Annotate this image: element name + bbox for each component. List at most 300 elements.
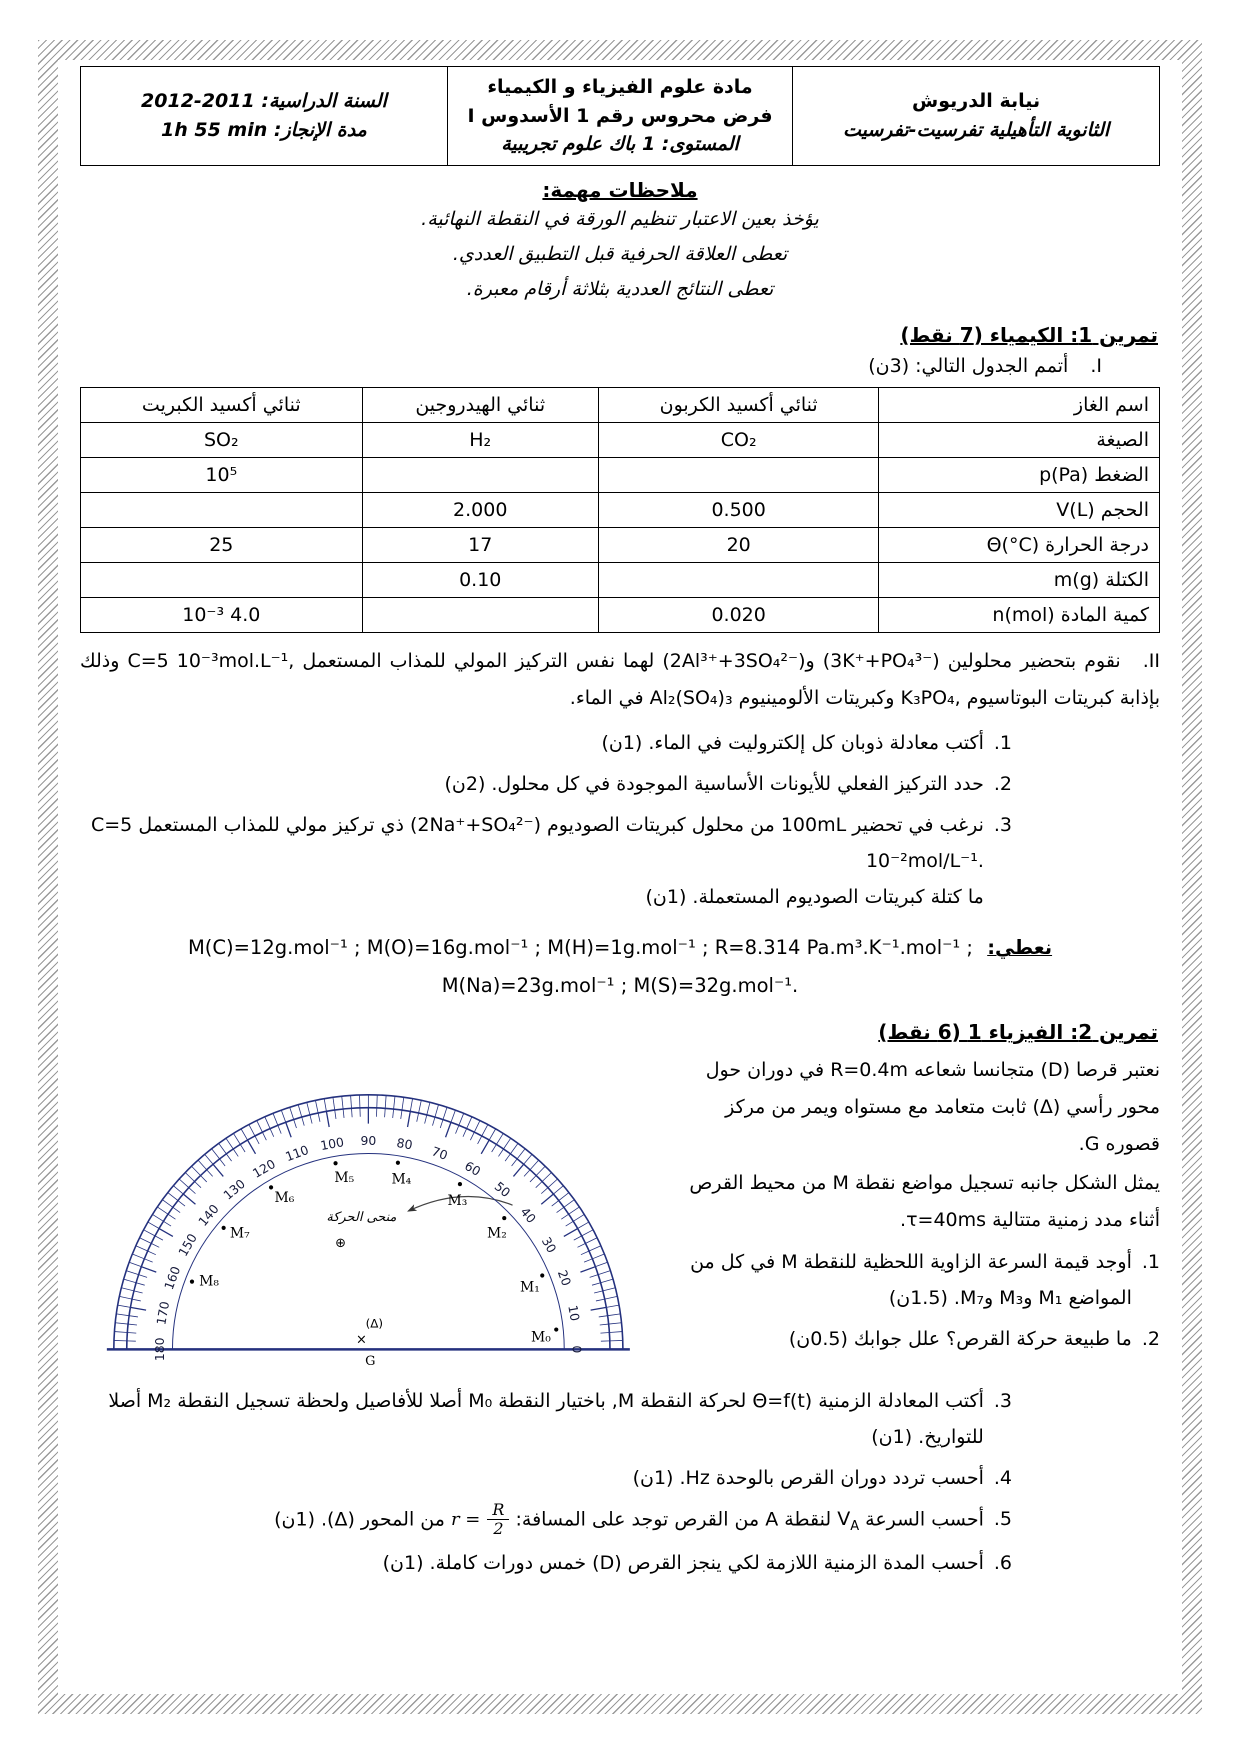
question-text: أكتب المعادلة الزمنية Θ=f(t) لحركة النقطة M, باختيار النقطة M₀ أصلا للأفاصيل ولحظة تسجيل النقطة M₂ أصلا للتواريخ. (1ن) <box>108 1389 984 1448</box>
rim-hatch-tick <box>162 1199 172 1207</box>
rim-hatch-tick <box>608 1313 621 1315</box>
m-point-dot <box>540 1273 544 1277</box>
q5-text: أحسب السرعة <box>865 1508 984 1531</box>
exercise1-question-1 <box>80 725 1160 761</box>
degree-tick <box>456 1125 459 1133</box>
degree-tick <box>132 1299 141 1301</box>
radius-fraction-formula <box>451 1501 509 1539</box>
rim-hatch-tick <box>212 1148 220 1158</box>
rim-hatch-tick <box>273 1113 278 1125</box>
degree-tick <box>128 1324 137 1325</box>
m-point-dot <box>458 1182 462 1186</box>
degree-tick <box>574 1235 582 1239</box>
note-item: تعطى النتائج العددية بثلاثة أرقام معبرة. <box>466 277 774 300</box>
rim-hatch-tick <box>185 1172 194 1181</box>
level-line: المستوى: 1 باك علوم تجريبية <box>501 133 739 155</box>
exercise2-question-3 <box>80 1383 1160 1455</box>
row-label-amount: كمية المادة n(mol) <box>879 597 1160 632</box>
degree-tick <box>178 1200 185 1206</box>
part2-text: في الماء. <box>569 686 644 709</box>
degree-tick <box>481 1140 489 1154</box>
row-label-pressure: الضغط p(Pa) <box>879 457 1160 492</box>
q3-volume: 100mL <box>780 814 847 837</box>
q3-text: ذي تركيز مولي للمذاب المستعمل <box>138 814 404 837</box>
q3-text: نرغب في تحضير <box>852 814 984 837</box>
cell-temperature-1: 20 <box>598 527 879 562</box>
cell-formula-3: SO₂ <box>81 422 363 457</box>
degree-tick <box>159 1228 173 1236</box>
degree-tick <box>163 1221 171 1226</box>
degree-tick <box>141 1266 156 1271</box>
degree-label: 120 <box>249 1155 278 1181</box>
degree-tick <box>393 1109 394 1118</box>
degree-tick <box>470 1132 474 1140</box>
degree-tick <box>318 1113 320 1122</box>
rim-hatch-tick <box>265 1116 270 1128</box>
given-label: نعطي: <box>987 936 1053 960</box>
decorative-border <box>38 40 1202 1714</box>
degree-tick <box>446 1122 451 1137</box>
gas-header-co2: ثنائي أكسيد الكربون <box>598 387 879 422</box>
school-name: الثانوية التأهيلية تفرسيت-تفرسيت <box>842 118 1110 141</box>
degree-tick <box>581 1251 589 1255</box>
cell-volume-2: 2.000 <box>362 492 598 527</box>
rim-hatch-tick <box>144 1229 155 1235</box>
formula-potassium-ions: (3K⁺+PO₄³⁻) <box>822 649 940 672</box>
degree-label: 130 <box>220 1175 249 1203</box>
degree-label: 180 <box>152 1337 168 1361</box>
q3-line2: ما كتلة كبريتات الصوديوم المستعملة. (1ن) <box>645 886 984 909</box>
rim-hatch-tick <box>114 1331 127 1332</box>
rim-hatch-tick <box>307 1102 310 1115</box>
degree-label: 20 <box>554 1267 575 1288</box>
degree-tick <box>566 1221 574 1226</box>
rim-hatch-tick <box>595 1262 607 1266</box>
degree-label: 150 <box>175 1230 200 1259</box>
degree-tick <box>425 1114 427 1123</box>
degree-tick <box>139 1274 148 1277</box>
rim-hatch-tick <box>132 1254 144 1259</box>
formula-al2so43: Al₂(SO₄)₃ <box>649 686 733 709</box>
degree-tick <box>213 1164 223 1176</box>
rim-hatch-tick <box>586 1237 598 1243</box>
rim-hatch-tick <box>257 1120 263 1132</box>
row-label-volume: الحجم V(L) <box>879 492 1160 527</box>
degree-tick <box>417 1113 419 1122</box>
question-number: 1. <box>1141 1250 1160 1273</box>
degree-tick <box>577 1243 585 1247</box>
exercise2-question-1 <box>669 1244 1160 1316</box>
rim-hatch-tick <box>474 1120 480 1132</box>
formula-concentration-2: C=5 10⁻²mol/L⁻¹. <box>90 814 984 873</box>
gas-table-corner: اسم الغاز <box>879 387 1160 422</box>
degree-tick <box>561 1214 568 1219</box>
degree-label: 30 <box>538 1233 560 1256</box>
rim-hatch-tick <box>173 1185 183 1193</box>
rim-hatch-tick <box>290 1107 294 1119</box>
part1-text: أتمم الجدول التالي: (3ن) <box>868 354 1069 377</box>
rim-hatch-tick <box>524 1154 532 1164</box>
part2-text: وذلك بإذابة كبريتات البوتاسيوم <box>80 649 1160 709</box>
degree-tick <box>385 1108 386 1117</box>
degree-tick <box>195 1181 201 1187</box>
degree-tick <box>564 1228 578 1236</box>
rim-hatch-tick <box>503 1138 510 1149</box>
rim-hatch-tick <box>553 1185 563 1193</box>
m-point-label: M₅ <box>334 1169 355 1186</box>
exercise1-title: تمرين 1: الكيمياء (7 نقط) <box>900 322 1158 347</box>
rim-hatch-tick <box>226 1138 233 1149</box>
degree-tick <box>557 1207 564 1212</box>
rim-hatch-tick <box>601 1279 613 1283</box>
degree-tick <box>130 1307 146 1310</box>
degree-label: 90 <box>360 1132 377 1148</box>
cell-pressure-3: 10⁵ <box>81 457 363 492</box>
rim-hatch-tick <box>205 1154 213 1164</box>
table-row <box>81 387 1160 422</box>
exercise1-question-2 <box>80 766 1160 802</box>
m-point-label: M₁ <box>519 1278 540 1295</box>
rim-hatch-tick <box>351 1095 352 1108</box>
m-point-dot <box>190 1279 194 1283</box>
degree-tick <box>233 1149 238 1156</box>
degree-label: 10 <box>565 1303 583 1322</box>
rim-hatch-tick <box>489 1128 495 1139</box>
header-info-cell <box>81 67 448 166</box>
degree-tick <box>580 1266 595 1271</box>
rim-hatch-tick <box>281 1110 285 1122</box>
m-point-label: M₀ <box>531 1328 551 1345</box>
rim-hatch-tick <box>482 1124 488 1135</box>
degree-tick <box>512 1159 518 1166</box>
cell-temperature-3: 25 <box>81 527 363 562</box>
rim-hatch-tick <box>419 1100 422 1113</box>
degree-tick <box>255 1136 259 1144</box>
exercise2-body <box>80 1052 1160 1378</box>
degree-label: 140 <box>195 1200 222 1229</box>
degree-tick <box>594 1290 603 1292</box>
rim-hatch-tick <box>578 1222 589 1228</box>
rim-hatch-tick <box>219 1143 227 1153</box>
degree-tick <box>552 1200 559 1206</box>
row-label-formula: الصيغة <box>879 422 1160 457</box>
degree-label: 40 <box>517 1203 540 1226</box>
degree-label: 70 <box>429 1142 450 1163</box>
degree-tick <box>478 1136 482 1144</box>
rim-hatch-tick <box>342 1096 343 1109</box>
degree-label: 0 <box>569 1344 585 1353</box>
rim-hatch-tick <box>427 1102 430 1115</box>
part2-text: وكبريتات الألومينيوم <box>738 686 895 709</box>
rim-hatch-tick <box>589 1245 601 1250</box>
degree-tick <box>343 1109 344 1118</box>
header-subject-cell <box>447 67 792 166</box>
part2-marker: II. <box>1142 649 1160 672</box>
school-year-line <box>91 87 437 116</box>
exercise2-intro2: يمثل الشكل جانبه تسجيل مواضع نقطة M من محيط القرص أثناء مدد زمنية متتالية τ=40ms. <box>689 1171 1160 1231</box>
exercise2-intro1: نعتبر قرصا (D) متجانسا شعاعه R=0.4m في دوران حول محور رأسي (Δ) ثابت متعامد مع مستواه ويمر من مركز قصوره G. <box>705 1058 1160 1155</box>
degree-tick <box>155 1235 163 1239</box>
degree-label: 160 <box>161 1263 184 1292</box>
question-text <box>80 1501 984 1540</box>
formula-k3po4: K₃PO₄, <box>900 686 961 709</box>
degree-tick <box>592 1282 601 1284</box>
m-point-label: M₈ <box>199 1273 220 1290</box>
rim-hatch-tick <box>298 1104 302 1116</box>
given-values-line2: M(Na)=23g.mol⁻¹ ; M(S)=32g.mol⁻¹. <box>441 973 799 997</box>
degree-tick <box>401 1110 402 1119</box>
degree-tick <box>286 1122 291 1137</box>
degree-tick <box>352 1108 353 1117</box>
m-point-dot <box>502 1216 506 1220</box>
table-row <box>81 492 1160 527</box>
rim-hatch-tick <box>559 1192 569 1200</box>
degree-tick <box>220 1159 226 1166</box>
q3-text: من محلول كبريتات الصوديوم <box>547 814 775 837</box>
rim-hatch-tick <box>402 1097 404 1110</box>
degree-tick <box>584 1258 592 1261</box>
rim-hatch-tick <box>315 1100 318 1113</box>
degree-tick <box>541 1187 548 1193</box>
degree-tick <box>600 1324 609 1325</box>
notes-title: ملاحظات مهمة: <box>542 177 698 202</box>
fraction <box>487 1501 509 1539</box>
note-item: يؤخذ بعين الاعتبار تنظيم الورقة في النقطة النهائية. <box>421 207 819 230</box>
rim-hatch-tick <box>249 1124 255 1135</box>
part2-text: لهما نفس التركيز المولي للمذاب المستعمل <box>302 649 655 672</box>
center-label: G <box>365 1353 376 1369</box>
rim-hatch-tick <box>451 1110 455 1122</box>
row-label-mass: الكتلة m(g) <box>879 562 1160 597</box>
cell-volume-3 <box>81 492 363 527</box>
rim-hatch-tick <box>126 1270 138 1274</box>
exercise2-text-column <box>669 1052 1160 1363</box>
rim-hatch-tick <box>324 1098 326 1111</box>
cell-temperature-2: 17 <box>362 527 598 562</box>
cell-pressure-2 <box>362 457 598 492</box>
m-point-dot <box>554 1327 558 1331</box>
cell-formula-2: H₂ <box>362 422 598 457</box>
cell-mass-1 <box>598 562 879 597</box>
rim-hatch-tick <box>609 1322 622 1323</box>
degree-tick <box>148 1251 156 1255</box>
degree-tick <box>505 1153 510 1160</box>
degree-tick <box>136 1282 145 1284</box>
rim-hatch-tick <box>536 1166 545 1175</box>
rim-hatch-tick <box>510 1143 518 1153</box>
exercise1-part1 <box>80 355 1102 377</box>
m-point-dot <box>333 1161 337 1165</box>
rim-hatch-tick <box>118 1305 131 1307</box>
degree-tick <box>278 1125 281 1133</box>
cell-volume-1: 0.500 <box>598 492 879 527</box>
part1-marker: I. <box>1090 354 1102 377</box>
rim-hatch-tick <box>592 1254 604 1259</box>
m-point-label: M₇ <box>229 1225 250 1242</box>
gas-header-h2: ثنائي الهيدروجين <box>362 387 598 422</box>
degree-tick <box>144 1258 152 1261</box>
degree-tick <box>590 1274 599 1277</box>
rim-hatch-tick <box>496 1133 503 1144</box>
m-point-dot <box>269 1185 273 1189</box>
year-label: السنة الدراسية: <box>261 90 387 113</box>
degree-tick <box>248 1140 256 1154</box>
speed-letter: V <box>837 1508 851 1531</box>
degree-tick <box>294 1119 297 1128</box>
degree-tick <box>599 1315 608 1316</box>
exercise2-question-5 <box>80 1501 1160 1540</box>
degree-tick <box>536 1181 542 1187</box>
exercise2-title: تمرين 2: الفيزياء 1 (6 نقط) <box>878 1019 1158 1044</box>
rim-hatch-tick <box>116 1313 129 1315</box>
question-number: 2. <box>993 773 1012 796</box>
degree-tick <box>492 1144 497 1152</box>
rim-hatch-tick <box>124 1279 136 1283</box>
subject-title: مادة علوم الفيزياء و الكيمياء <box>487 76 753 98</box>
cell-formula-1: CO₂ <box>598 422 879 457</box>
header-school-cell <box>793 67 1160 166</box>
important-notes <box>80 178 1160 307</box>
q5-text: من المحور (Δ). (1ن) <box>274 1508 445 1531</box>
exercise1-question-3 <box>80 807 1160 915</box>
page-content <box>58 60 1182 1694</box>
exam-title: فرض محروس رقم 1 الأسدوس I <box>467 104 773 127</box>
rim-hatch-tick <box>443 1107 447 1119</box>
figure-container <box>80 1052 657 1378</box>
rim-hatch-tick <box>136 1245 148 1250</box>
degree-tick <box>440 1119 443 1128</box>
exercise2-question-6 <box>80 1545 1160 1581</box>
degree-tick <box>207 1169 213 1176</box>
rim-hatch-tick <box>609 1331 622 1332</box>
rim-hatch-tick <box>467 1116 472 1128</box>
degree-tick <box>513 1164 523 1176</box>
degree-tick <box>596 1299 605 1301</box>
degree-tick <box>183 1194 195 1204</box>
given-data <box>80 929 1160 1003</box>
rim-hatch-tick <box>129 1262 141 1266</box>
question-number: 4. <box>993 1466 1012 1489</box>
duration-value: 1h 55 min <box>161 118 268 141</box>
degree-tick <box>335 1110 336 1119</box>
degree-tick <box>201 1175 207 1181</box>
rim-hatch-tick <box>605 1296 618 1299</box>
question-text: أحسب المدة الزمنية اللازمة لكي ينجز القرص (D) خمس دورات كاملة. (1ن) <box>382 1551 984 1574</box>
degree-tick <box>541 1194 553 1204</box>
formula-concentration-1: C=5 10⁻³mol.L⁻¹, <box>127 649 295 672</box>
rim-hatch-tick <box>582 1229 593 1235</box>
rim-hatch-tick <box>233 1133 240 1144</box>
m-point-label: M₃ <box>447 1192 468 1209</box>
rim-hatch-tick <box>168 1192 178 1200</box>
fraction-lhs: r = <box>450 1508 481 1530</box>
rim-hatch-tick <box>573 1214 584 1221</box>
degree-label: 60 <box>462 1157 484 1179</box>
degree-tick <box>326 1111 329 1127</box>
degree-tick <box>270 1128 274 1136</box>
degree-tick <box>226 1153 231 1160</box>
question-number: 3. <box>993 814 1012 837</box>
question-number: 6. <box>993 1551 1012 1574</box>
degree-tick <box>524 1169 530 1176</box>
table-row <box>81 422 1160 457</box>
duration-line <box>91 116 437 145</box>
rim-hatch-tick <box>179 1179 189 1188</box>
rim-hatch-tick <box>121 1287 134 1290</box>
speed-subscript: A <box>850 1519 860 1535</box>
rim-hatch-tick <box>435 1104 439 1116</box>
rotation-plus-icon: ⊕ <box>335 1235 346 1251</box>
rim-hatch-tick <box>606 1305 619 1307</box>
rim-hatch-tick <box>548 1179 558 1188</box>
rim-hatch-tick <box>119 1296 132 1299</box>
direction-label: منحى الحركة <box>326 1209 397 1225</box>
exercise2-question-2 <box>669 1321 1160 1357</box>
formula-aluminium-ions: (2Al³⁺+3SO₄²⁻) <box>662 649 806 672</box>
rim-hatch-tick <box>598 1270 610 1274</box>
rim-hatch-tick <box>115 1322 128 1323</box>
degree-label: 100 <box>319 1133 346 1153</box>
speed-symbol <box>837 1508 860 1535</box>
m-point-dot <box>222 1225 226 1229</box>
rim-hatch-tick <box>410 1098 412 1111</box>
question-text: أوجد قيمة السرعة الزاوية اللحظية للنقطة M في كل من المواضع M₁ وM₃ وM₇. (1.5ن) <box>690 1250 1132 1309</box>
table-row <box>81 527 1160 562</box>
degree-tick <box>432 1117 434 1126</box>
cell-amount-1: 0.020 <box>598 597 879 632</box>
cell-mass-3 <box>81 562 363 597</box>
rim-hatch-tick <box>148 1222 159 1228</box>
degree-tick <box>240 1144 245 1152</box>
axis-label: (Δ) <box>365 1316 384 1331</box>
m-point-label: M₆ <box>274 1189 295 1206</box>
protractor-svg <box>80 1056 657 1378</box>
rim-hatch-tick <box>542 1172 551 1181</box>
question-text: أحسب تردد دوران القرص بالوحدة Hz. (1ن) <box>632 1466 984 1489</box>
degree-tick <box>129 1315 138 1316</box>
rim-hatch-tick <box>140 1237 152 1243</box>
cell-amount-3: 4.0 10⁻³ <box>81 597 363 632</box>
table-row <box>81 562 1160 597</box>
header-table <box>80 66 1160 166</box>
rim-hatch-tick <box>385 1095 386 1108</box>
question-number: 3. <box>993 1389 1012 1412</box>
year-value: 2012-2011 <box>141 90 255 113</box>
degree-tick <box>498 1149 503 1156</box>
cell-pressure-1 <box>598 457 879 492</box>
degree-tick <box>151 1243 159 1247</box>
degree-tick <box>591 1307 607 1310</box>
degree-tick <box>168 1214 175 1219</box>
cell-mass-2: 0.10 <box>362 562 598 597</box>
m-point-label: M₂ <box>487 1225 507 1242</box>
degree-tick <box>600 1332 609 1333</box>
exercise1-part2 <box>80 643 1160 717</box>
rim-hatch-tick <box>394 1096 395 1109</box>
degree-tick <box>134 1290 143 1292</box>
degree-tick <box>262 1132 266 1140</box>
part2-text: و <box>805 649 815 672</box>
table-row <box>81 457 1160 492</box>
school-delegation: نيابة الدريوش <box>912 90 1041 113</box>
rim-hatch-tick <box>530 1160 539 1170</box>
part2-text: نقوم بتحضير محلولين <box>947 649 1121 672</box>
question-text: حدد التركيز الفعلي للأيونات الأساسية الموجودة في كل محلول. (2ن) <box>444 773 984 796</box>
degree-label: 110 <box>283 1141 311 1164</box>
rim-hatch-tick <box>517 1148 525 1158</box>
rim-hatch-tick <box>157 1207 168 1214</box>
degree-tick <box>408 1111 411 1127</box>
